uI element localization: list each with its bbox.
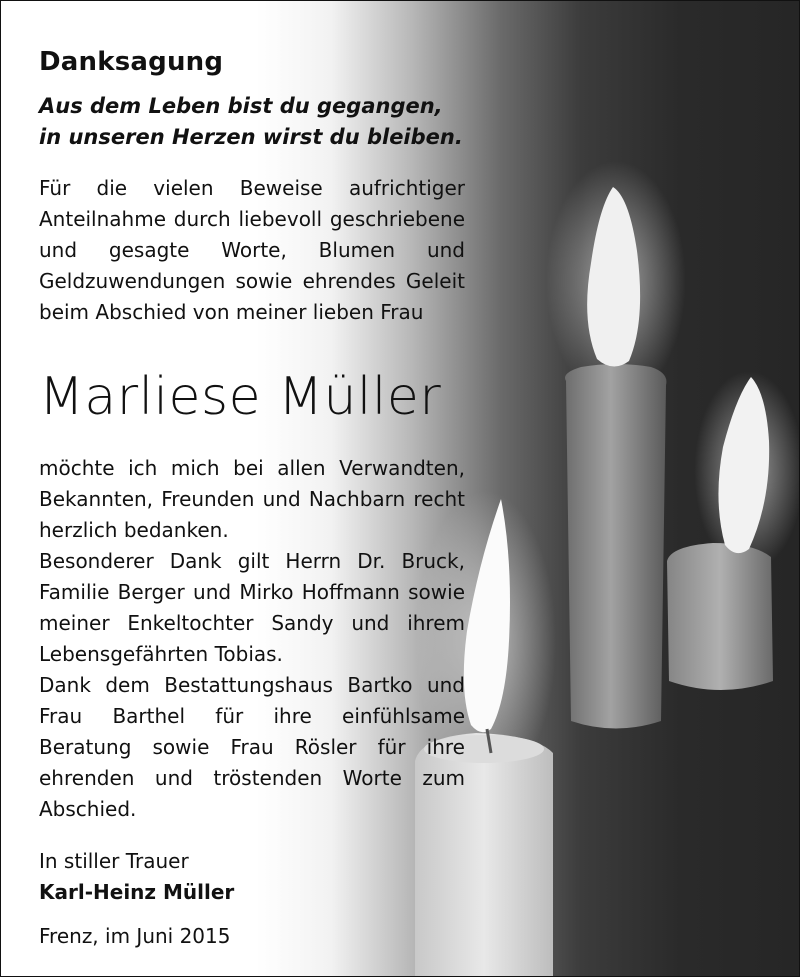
- signer-name: Karl-Heinz Müller: [39, 880, 235, 904]
- funeral-thanks-paragraph: Dank dem Bestattungshaus Bartko und Frau Barthel für ihre einfühlsame Beratung sowie Frau Rösler für ihre ehrenden und tröstenden Worte zum Abschied.: [39, 673, 465, 821]
- motto: [39, 91, 463, 153]
- place-date: Frenz, im Juni 2015: [39, 924, 231, 948]
- notice-title: Danksagung: [39, 47, 224, 77]
- motto-line: Aus dem Leben bist du gegangen,: [39, 94, 443, 118]
- motto-line: in unseren Herzen wirst du bleiben.: [39, 125, 463, 149]
- closing-phrase: In stiller Trauer: [39, 849, 189, 873]
- intro-paragraph: Für die vielen Beweise aufrichtiger Anteilnahme durch liebevoll geschriebene und gesagte Worte, Blumen und Geldzuwendungen sowie ehrendes Geleit beim Abschied von meiner lieben Frau: [39, 176, 465, 324]
- candle-small-icon: [667, 371, 799, 690]
- special-thanks-paragraph: Besonderer Dank gilt Herrn Dr. Bruck, Familie Berger und Mirko Hoffmann sowie meiner Enkeltochter Sandy und ihrem Lebensgefährten Tobias.: [39, 549, 465, 666]
- candle-tall-icon: [546, 161, 686, 729]
- deceased-name: Marliese Müller: [39, 367, 442, 427]
- thanks-paragraph: möchte ich mich bei allen Verwandten, Bekannten, Freunden und Nachbarn recht herzlich bedanken.: [39, 456, 465, 542]
- thanks-block: [39, 453, 465, 825]
